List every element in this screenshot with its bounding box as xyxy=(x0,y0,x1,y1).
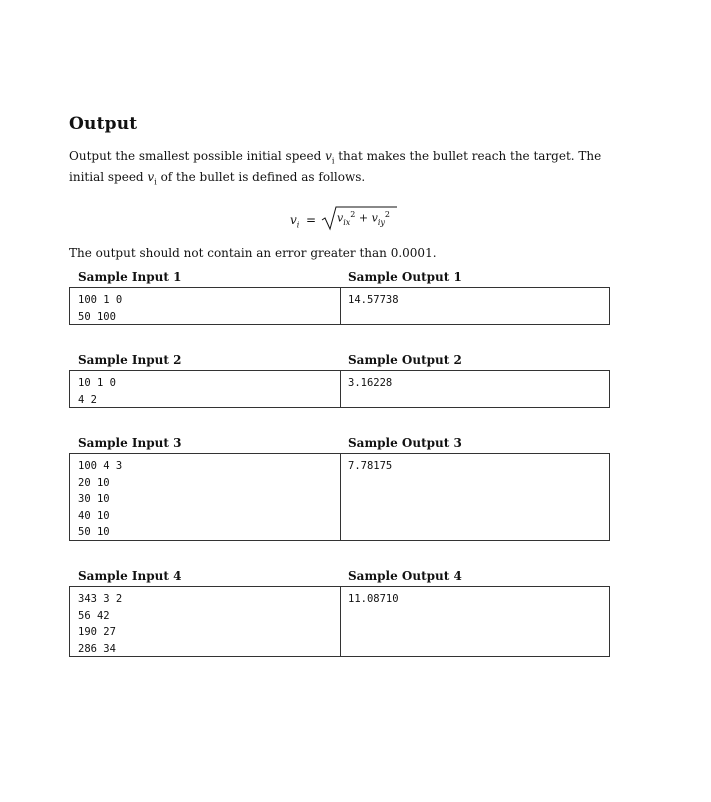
sample-output-label: Sample Output 2 xyxy=(348,353,462,367)
sample-box xyxy=(69,586,610,657)
formula-equals: = xyxy=(306,212,317,227)
text-part: of the bullet is defined as follows. xyxy=(156,170,366,185)
sample-output-label: Sample Output 1 xyxy=(348,270,462,284)
speed-formula xyxy=(69,205,614,235)
sample-input-label: Sample Input 1 xyxy=(78,270,182,284)
sample-output-text[interactable]: 7.78175 xyxy=(348,460,393,472)
sample-output-text[interactable]: 11.08710 xyxy=(348,593,399,605)
var-v: v xyxy=(325,149,332,163)
sample-input-label: Sample Input 2 xyxy=(78,353,182,367)
sample-output-label: Sample Output 3 xyxy=(348,436,462,450)
output-description xyxy=(69,148,614,191)
column-divider xyxy=(340,288,341,324)
term2-var: v xyxy=(371,211,378,225)
formula-plus: + xyxy=(355,211,372,225)
sample-input-label: Sample Input 3 xyxy=(78,436,182,450)
sample-input-text[interactable]: 100 1 0 50 100 xyxy=(78,294,123,323)
sample-output-label: Sample Output 4 xyxy=(348,569,462,583)
sample-output-text[interactable]: 14.57738 xyxy=(348,294,399,306)
term1-sub: ix xyxy=(343,217,351,227)
sample-box xyxy=(69,453,610,541)
error-tolerance-note: The output should not contain an error greater than 0.0001. xyxy=(69,245,437,260)
sample-input-text[interactable]: 10 1 0 4 2 xyxy=(78,377,116,406)
formula-radicand xyxy=(337,210,390,227)
lhs-sub: i xyxy=(296,220,300,230)
lhs-var: v xyxy=(290,212,297,227)
column-divider xyxy=(340,587,341,656)
formula-lhs xyxy=(290,213,299,229)
term1-var: v xyxy=(337,211,344,225)
problem-output-section xyxy=(69,114,614,261)
var-sub: i xyxy=(331,156,335,166)
sample-box xyxy=(69,287,610,325)
text-part: Output the smallest possible initial speed xyxy=(69,149,326,163)
var-sub: i xyxy=(154,177,157,187)
term2-sup: 2 xyxy=(384,209,390,219)
var-v: v xyxy=(147,170,155,185)
section-title: Output xyxy=(69,114,138,134)
sample-input-text[interactable]: 343 3 2 56 42 190 27 286 34 xyxy=(78,593,123,655)
sample-box xyxy=(69,370,610,408)
sample-input-text[interactable]: 100 4 3 20 10 30 10 40 10 50 10 xyxy=(78,460,123,538)
column-divider xyxy=(340,371,341,407)
term2-sub: iy xyxy=(377,217,385,227)
sample-output-text[interactable]: 3.16228 xyxy=(348,377,393,389)
column-divider xyxy=(340,454,341,540)
sample-input-label: Sample Input 4 xyxy=(78,569,182,583)
text-part: that makes the bullet reach the target. The initial speed xyxy=(69,149,602,185)
term1-sup: 2 xyxy=(350,209,356,219)
